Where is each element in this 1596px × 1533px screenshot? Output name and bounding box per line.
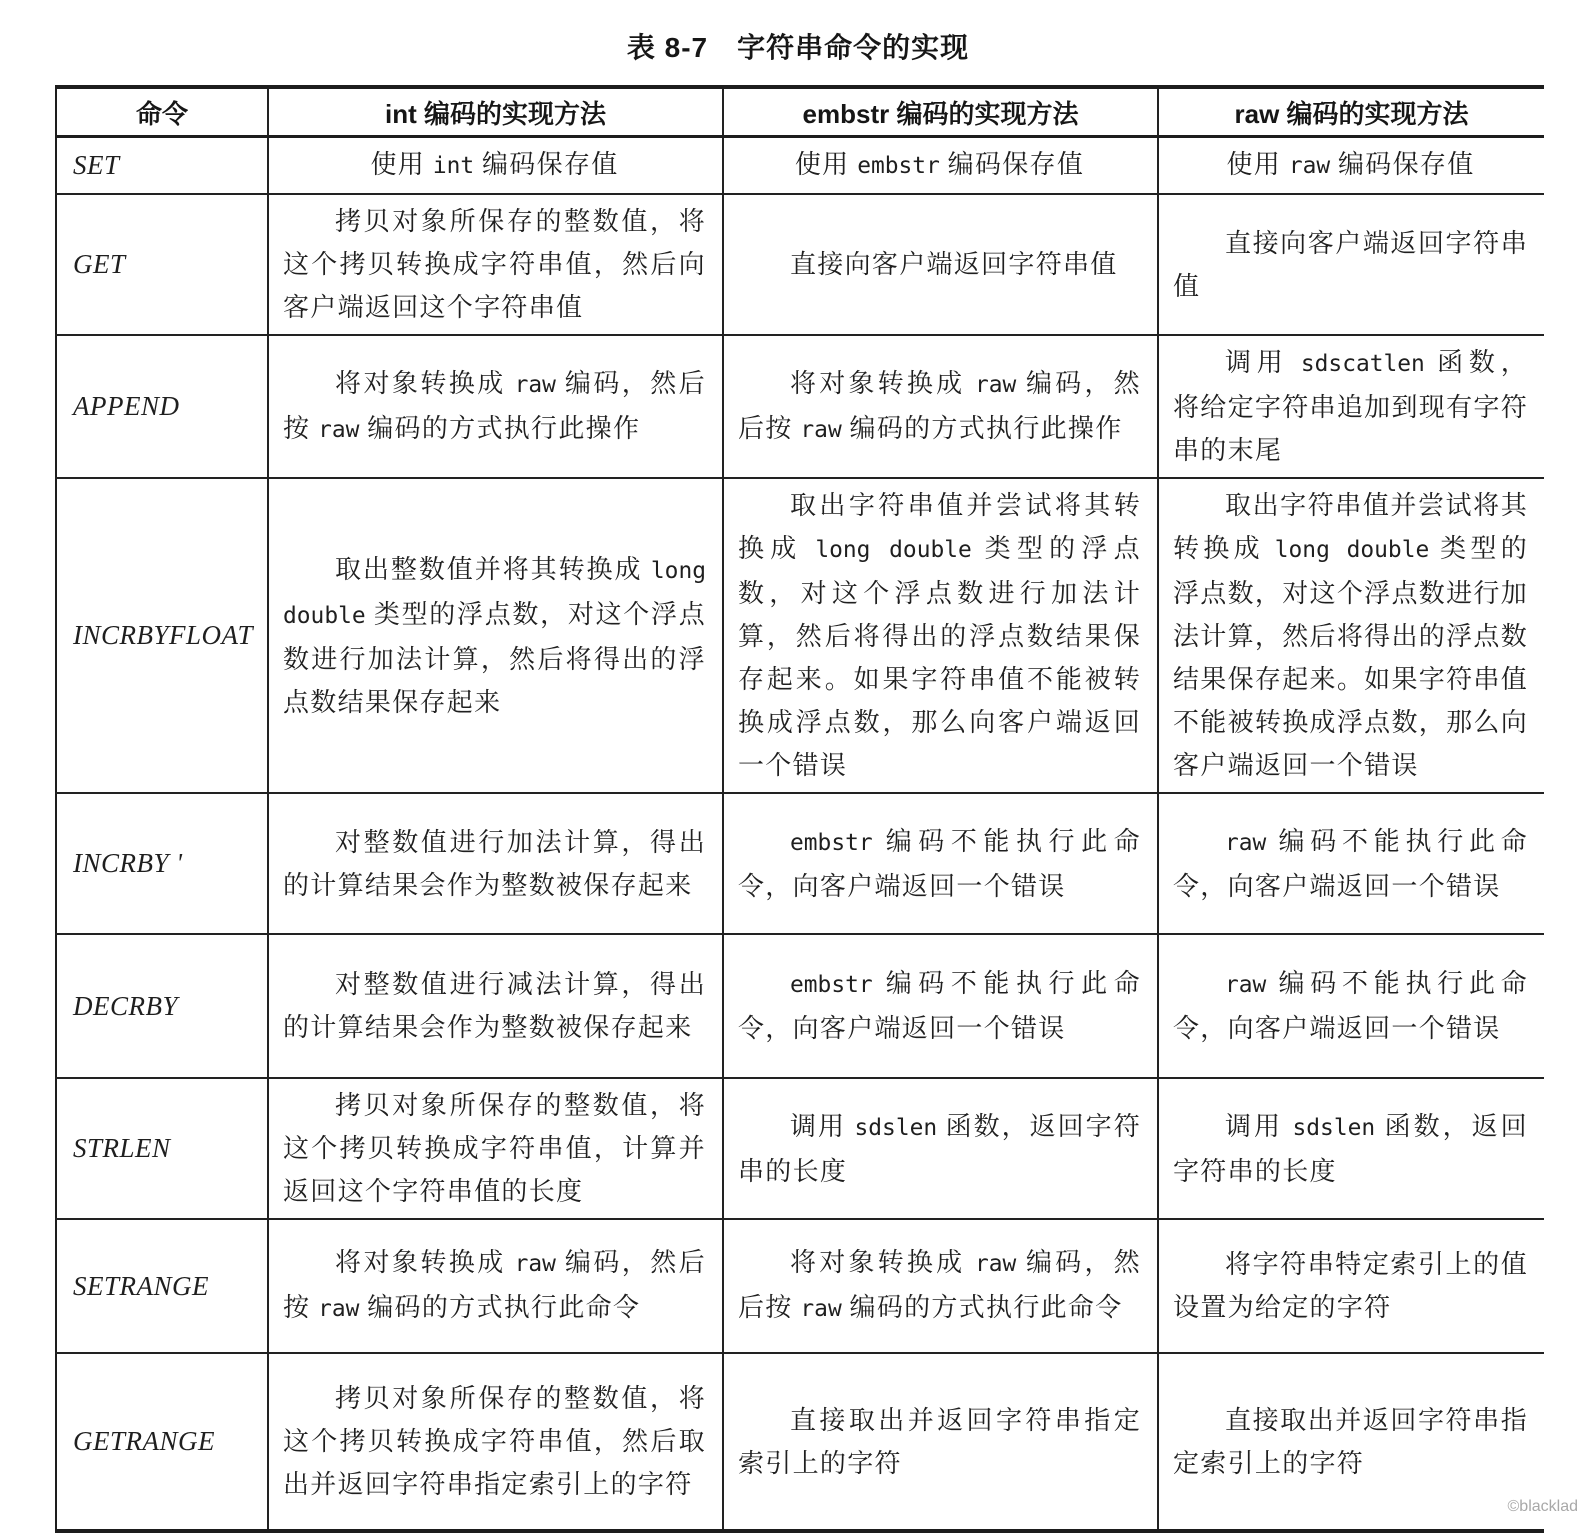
table-row	[56, 137, 1544, 195]
embstr-cell: 使用 embstr 编码保存值	[723, 137, 1158, 195]
command-cell: GETRANGE	[56, 1353, 268, 1531]
command-cell: GET	[56, 194, 268, 335]
table-title: 表 8-7 字符串命令的实现	[626, 32, 970, 63]
int-cell: 将对象转换成 raw 编码，然后按 raw 编码的方式执行此命令	[268, 1219, 723, 1353]
embstr-cell: 将对象转换成 raw 编码，然后按 raw 编码的方式执行此操作	[723, 335, 1158, 478]
raw-cell: 调用 sdscatlen 函数，将给定字符串追加到现有字符串的末尾	[1158, 335, 1544, 478]
raw-cell: 使用 raw 编码保存值	[1158, 137, 1544, 195]
column-header-2: embstr 编码的实现方法	[723, 87, 1158, 137]
command-cell: INCRBYFLOAT	[56, 478, 268, 793]
table-row	[56, 1353, 1544, 1531]
int-cell: 对整数值进行加法计算，得出的计算结果会作为整数被保存起来	[268, 793, 723, 934]
embstr-cell: 直接取出并返回字符串指定索引上的字符	[723, 1353, 1158, 1531]
raw-cell: raw 编码不能执行此命令，向客户端返回一个错误	[1158, 934, 1544, 1078]
table-header	[56, 87, 1544, 137]
command-cell: DECRBY	[56, 934, 268, 1078]
raw-cell: 取出字符串值并尝试将其转换成 long double 类型的浮点数，对这个浮点数进行加法计算，然后将得出的浮点数结果保存起来。如果字符串值不能被转换成浮点数，那么向客户端返回一个错误	[1158, 478, 1544, 793]
embstr-cell: 直接向客户端返回字符串值	[723, 194, 1158, 335]
table-row	[56, 934, 1544, 1078]
command-cell: APPEND	[56, 335, 268, 478]
table-row	[56, 194, 1544, 335]
header-row	[56, 87, 1544, 137]
raw-cell: 调用 sdslen 函数，返回字符串的长度	[1158, 1078, 1544, 1219]
command-cell: INCRBY '	[56, 793, 268, 934]
command-cell: SETRANGE	[56, 1219, 268, 1353]
int-cell: 将对象转换成 raw 编码，然后按 raw 编码的方式执行此操作	[268, 335, 723, 478]
table-row	[56, 1219, 1544, 1353]
raw-cell: 将字符串特定索引上的值设置为给定的字符	[1158, 1219, 1544, 1353]
table-row	[56, 478, 1544, 793]
int-cell: 拷贝对象所保存的整数值，将这个拷贝转换成字符串值，然后向客户端返回这个字符串值	[268, 194, 723, 335]
string-commands-table	[55, 85, 1544, 1533]
embstr-cell: embstr 编码不能执行此命令，向客户端返回一个错误	[723, 934, 1158, 1078]
embstr-cell: 将对象转换成 raw 编码，然后按 raw 编码的方式执行此命令	[723, 1219, 1158, 1353]
raw-cell: 直接取出并返回字符串指定索引上的字符	[1158, 1353, 1544, 1531]
column-header-0: 命令	[56, 87, 268, 137]
table-body	[56, 137, 1544, 1532]
int-cell: 使用 int 编码保存值	[268, 137, 723, 195]
column-header-3: raw 编码的实现方法	[1158, 87, 1544, 137]
column-header-1: int 编码的实现方法	[268, 87, 723, 137]
embstr-cell: embstr 编码不能执行此命令，向客户端返回一个错误	[723, 793, 1158, 934]
int-cell: 拷贝对象所保存的整数值，将这个拷贝转换成字符串值，然后取出并返回字符串指定索引上的字符	[268, 1353, 723, 1531]
table-row	[56, 1078, 1544, 1219]
watermark: ©blacklad	[1507, 1498, 1578, 1515]
embstr-cell: 取出字符串值并尝试将其转换成 long double 类型的浮点数，对这个浮点数进行加法计算，然后将得出的浮点数结果保存起来。如果字符串值不能被转换成浮点数，那么向客户端返回一个错误	[723, 478, 1158, 793]
raw-cell: raw 编码不能执行此命令，向客户端返回一个错误	[1158, 793, 1544, 934]
table-row	[56, 335, 1544, 478]
int-cell: 取出整数值并将其转换成 long double 类型的浮点数，对这个浮点数进行加法计算，然后将得出的浮点数结果保存起来	[268, 478, 723, 793]
command-cell: STRLEN	[56, 1078, 268, 1219]
int-cell: 拷贝对象所保存的整数值，将这个拷贝转换成字符串值，计算并返回这个字符串值的长度	[268, 1078, 723, 1219]
embstr-cell: 调用 sdslen 函数，返回字符串的长度	[723, 1078, 1158, 1219]
raw-cell: 直接向客户端返回字符串值	[1158, 194, 1544, 335]
table-row	[56, 793, 1544, 934]
command-cell: SET	[73, 150, 120, 180]
int-cell: 对整数值进行减法计算，得出的计算结果会作为整数被保存起来	[268, 934, 723, 1078]
